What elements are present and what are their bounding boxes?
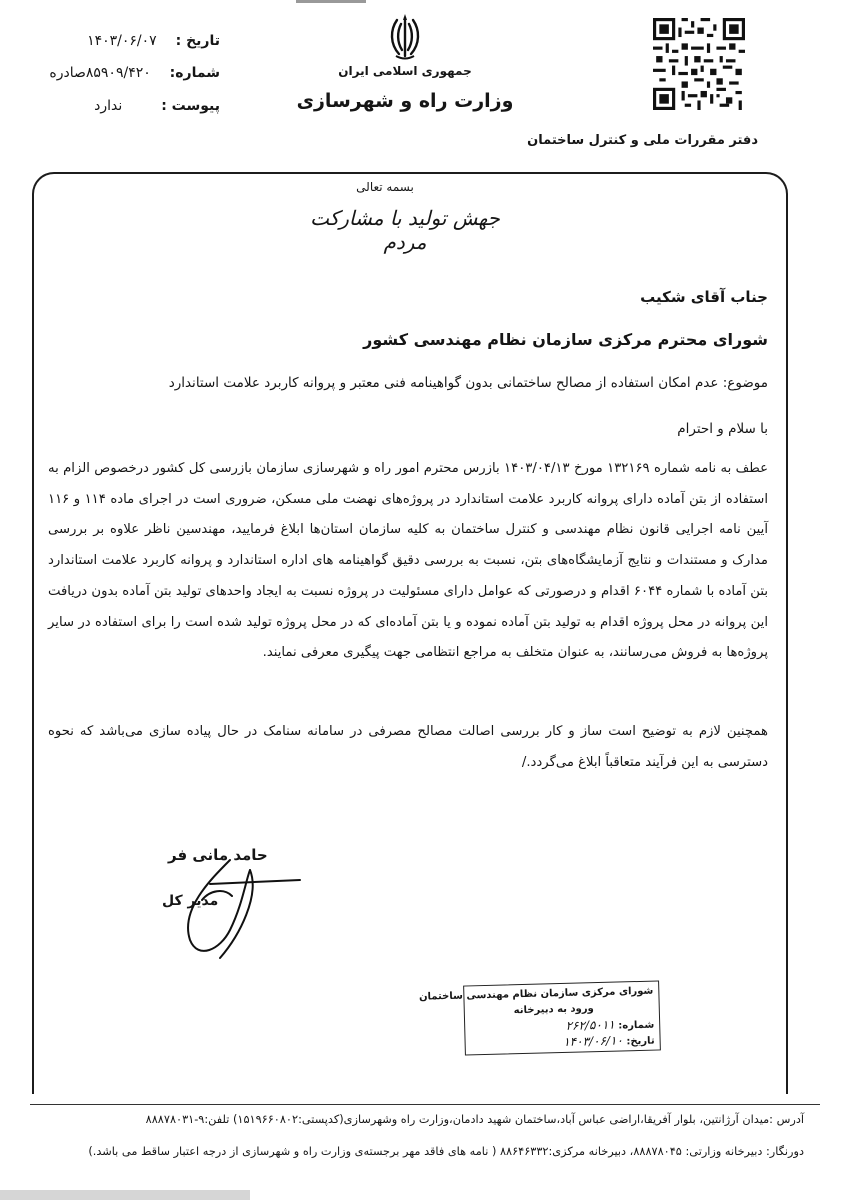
greeting: با سلام و احترام <box>677 421 768 437</box>
ministry-title: وزارت راه و شهرسازی <box>296 90 514 112</box>
signer-title: مدیر کل <box>162 893 219 909</box>
office-title: دفتر مقررات ملی و کنترل ساختمان <box>527 133 758 148</box>
number-label: شماره: <box>169 65 220 81</box>
signer-name: حامد مانی فر <box>168 846 268 864</box>
addressee: جناب آقای شکیب <box>640 288 768 306</box>
stamp-date-value: ۱۴۰۳/۰۶/۱۰ <box>563 1033 624 1049</box>
date-row <box>30 33 220 49</box>
attachment-value: ندارد <box>94 98 123 114</box>
stamp-date-label: تاریخ: <box>626 1035 655 1048</box>
stamp-date-row <box>470 1032 654 1053</box>
besmeh: بسمه تعالی <box>356 180 414 194</box>
attachment-row <box>60 98 220 114</box>
receipt-stamp <box>418 980 661 1055</box>
footer-divider <box>30 1104 820 1105</box>
date-value: ۱۴۰۳/۰۶/۰۷ <box>87 33 157 49</box>
stamp-subtitle: ورود به دبیرخانه <box>513 1003 594 1017</box>
qr-code-icon <box>653 16 745 112</box>
footer-address: آدرس :میدان آرژانتین، بلوار آفریقا،اراضی عباس آباد،ساختمان شهید دادمان،وزارت راه وشهرسازی(کدپستی:۱۵۱۹۶۶۰۸۰۲) تلفن:۹-۸۸۸۷۸۰۳۱ <box>145 1113 804 1126</box>
scan-edge-mark-bottom <box>0 1190 250 1200</box>
stamp-number-label: شماره: <box>618 1019 655 1032</box>
attachment-label: پیوست : <box>161 98 220 114</box>
recipient-council: شورای محترم مرکزی سازمان نظام مهندسی کشور <box>363 330 768 349</box>
republic-title: جمهوری اسلامی ایران <box>338 64 472 78</box>
date-label: تاریخ : <box>175 33 220 49</box>
number-value: ۸۵۹۰۹/۴۲۰صادره <box>49 65 151 81</box>
stamp-title: شورای مرکزی سازمان نظام مهندسی ساختمان <box>418 985 654 1003</box>
body-paragraph-1: عطف به نامه شماره ۱۳۲۱۶۹ مورخ ۱۴۰۳/۰۴/۱۳ بازرس محترم امور راه و شهرسازی سازمان بازرسی کل کشور درخصوص الزام به استفاده از بتن آماده دارای پروانه کاربرد علامت استاندارد در پروژه‌های نهضت ملی مسکن، ضروری است در اجرای ماده ۱۱۴ و ۱۱۶ آیین نامه اجرایی قانون نظام مهندسی و کنترل ساختمان به کلیه سازمان استان‌ها ابلاغ فرمایید، مهندسین ناظر علاوه بر بررسی مدارک و مستندات و نتایج آزمایشگاه‌های بتن، نسبت به بررسی دقیق گواهینامه های اداره استاندارد و پروانه کاربرد علامت استاندارد بتن آماده با شماره ۶۰۴۴ اقدام و درصورتی که عوامل دارای مسئولیت در پروژه نسبت به ایجاد واحدهای تولید بتن آماده بدون دریافت این پروانه در محل پروژه اقدام به تولید بتن آماده نموده و یا بتن آماده‌ای که در محل پروژه تولید شده است را برای استفاده در سایر پروژه‌ها به فروش می‌رسانند، به عنوان متخلف به مراجع انتظامی جهت پیگیری معرفی نمایند. <box>48 461 768 661</box>
iran-emblem-icon <box>385 14 425 62</box>
stamp-number-value: ۲۶۲/۵۰۱۱ <box>565 1017 615 1033</box>
subject-line: موضوع: عدم امکان استفاده از مصالح ساختمانی بدون گواهینامه فنی معتبر و پروانه کاربرد علامت استاندارد <box>168 375 768 391</box>
number-row <box>10 65 220 81</box>
slogan: جهش تولید با مشارکت مردم <box>310 206 500 254</box>
scan-edge-mark-top <box>296 0 366 3</box>
body-paragraph-2: همچنین لازم به توضیح است ساز و کار بررسی اصالت مصالح مصرفی در سامانه سنامک در حال پیاده سازی می‌باشد که نحوه دسترسی به این فرآیند متعاقباً ابلاغ می‌گردد./ <box>48 724 768 770</box>
footer-fax: دورنگار: دبیرخانه وزارتی: ۸۸۸۷۸۰۴۵، دبیرخانه مرکزی:۸۸۶۴۶۳۳۲ ( نامه های فاقد مهر برجسته‌ی وزارت راه و شهرسازی از درجه اعتبار ساقط می باشد.) <box>88 1145 804 1158</box>
